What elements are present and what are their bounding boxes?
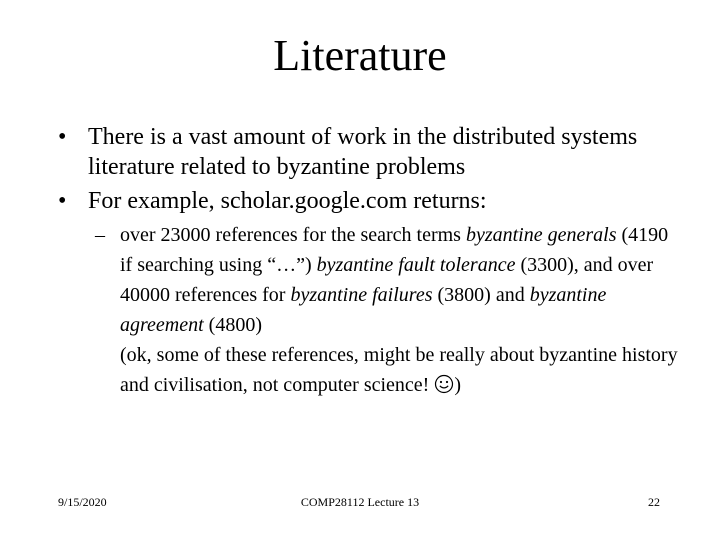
sub-text: (3300), and over 40000 references for: [120, 254, 654, 306]
search-term-byzantine-agreement: byzantine agreement: [120, 284, 607, 336]
sub-note-text: (ok, some of these references, might be really about byzantine history and civilisation, not computer science!: [120, 344, 678, 396]
search-term-byzantine-generals: byzantine generals: [465, 224, 617, 246]
footer-course: COMP28112 Lecture 13: [300, 495, 420, 509]
sub-bullet-item: [0, 220, 720, 400]
bullet-marker: •: [58, 124, 67, 150]
footer-page-number: 22: [648, 495, 660, 509]
smiley-face-icon: [434, 373, 454, 393]
sub-text: over 23000 references for the search terms: [120, 224, 466, 246]
bullet-marker: •: [58, 188, 67, 214]
sub-text: (4190 if searching using “…”): [120, 224, 669, 276]
bullet-text: There is a vast amount of work in the distributed systems literature related to byzantine problems: [88, 124, 638, 180]
search-term-byzantine-fault-tolerance: byzantine fault tolerance: [316, 254, 516, 276]
sub-bullet-marker: –: [95, 224, 105, 246]
bullet-item: [0, 186, 720, 216]
bullet-text: For example, scholar.google.com returns:: [88, 188, 487, 214]
slide-title: Literature: [273, 31, 447, 80]
bullet-item: [0, 122, 720, 182]
sub-text: (4800): [203, 314, 262, 336]
bullet-list: [0, 122, 720, 400]
sub-text: (3800) and: [432, 284, 530, 306]
search-term-byzantine-failures: byzantine failures: [290, 284, 433, 306]
sub-note-close: ): [454, 374, 462, 396]
footer-date: 9/15/2020: [58, 495, 107, 509]
